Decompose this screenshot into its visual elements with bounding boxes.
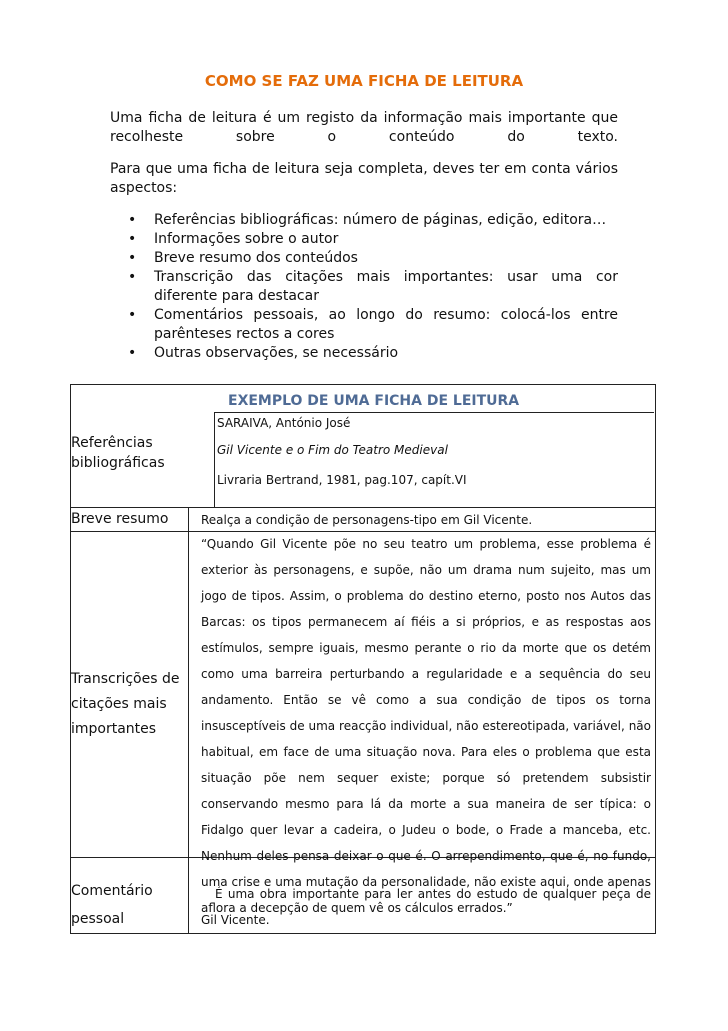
example-title: EXEMPLO DE UMA FICHA DE LEITURA [228, 393, 520, 409]
comentario-text: É uma obra importante para ler antes do estudo de qualquer peça de Gil Vicente. [201, 887, 651, 927]
label-comentario: Comentário pessoal [71, 883, 153, 927]
list-item: • Referências bibliográficas: número de páginas, edição, editora… [154, 211, 618, 230]
list-item: • Outras observações, se necessário [154, 344, 618, 363]
ref-work: Gil Vicente e o Fim do Teatro Medieval [217, 443, 448, 457]
transcricoes-text: “Quando Gil Vicente põe no seu teatro um problema, esse problema é exterior às personagens, e supõe, não um drama num sujeito, mas um jogo de tipos. Assim, o problema do destino eterno, posto nos Autos das Barcas: os tipos permanecem aí fiéis a si próprios, e as respostas aos estímulos, sempre iguais, mesmo perante o rio da morte que os detém como uma barreira perturbando a regularidade e a sequência do seu andamento. Então se vê como a sua condição de tipos os torna insusceptíveis de uma reacção individual, não estereotipada, variável, não habitual, em face de uma situação nova. Para eles o problema que esta situação põe nem sequer existe; porque só pretendem subsistir conservando mesmo para lá da morte a sua maneira de ser típica: o Fidalgo quer levar a cadeira, o Judeu o bode, o Frade a manceba, etc. Nenhum deles pensa deixar o que é. O arrependimento, que é, no fundo, uma crise e uma mutação da personalidade, não existe aqui, onde apenas aflora a decepção de quem vê os cálculos errados.” [201, 537, 651, 915]
example-reading-card-table [70, 384, 656, 934]
label-transcricoes: Transcrições de citações mais importantes [71, 671, 180, 737]
title-underline [214, 412, 654, 413]
document-title: COMO SE FAZ UMA FICHA DE LEITURA [204, 72, 524, 90]
list-item: • Informações sobre o autor [154, 230, 618, 249]
label-referencias: Referências bibliográficas [71, 435, 165, 471]
ref-publisher: Livraria Bertrand, 1981, pag.107, capít.VI [217, 473, 467, 487]
column-divider [214, 412, 215, 507]
intro-paragraph: Uma ficha de leitura é um registo da informação mais importante que recolheste sobre o conteúdo do texto. [110, 110, 618, 145]
aspects-paragraph: Para que uma ficha de leitura seja completa, deves ter em conta vários aspectos: [110, 161, 618, 196]
column-divider [188, 507, 189, 933]
aspects-list [110, 211, 618, 363]
ref-author: SARAIVA, António José [217, 416, 351, 430]
label-resumo: Breve resumo [71, 511, 169, 527]
list-item: • Breve resumo dos conteúdos [154, 249, 618, 268]
list-item: • Transcrição das citações mais importantes: usar uma cor diferente para destacar [154, 268, 618, 306]
list-item: • Comentários pessoais, ao longo do resumo: colocá-los entre parênteses rectos a cores [154, 306, 618, 344]
resumo-text: Realça a condição de personagens-tipo em Gil Vicente. [201, 513, 533, 527]
